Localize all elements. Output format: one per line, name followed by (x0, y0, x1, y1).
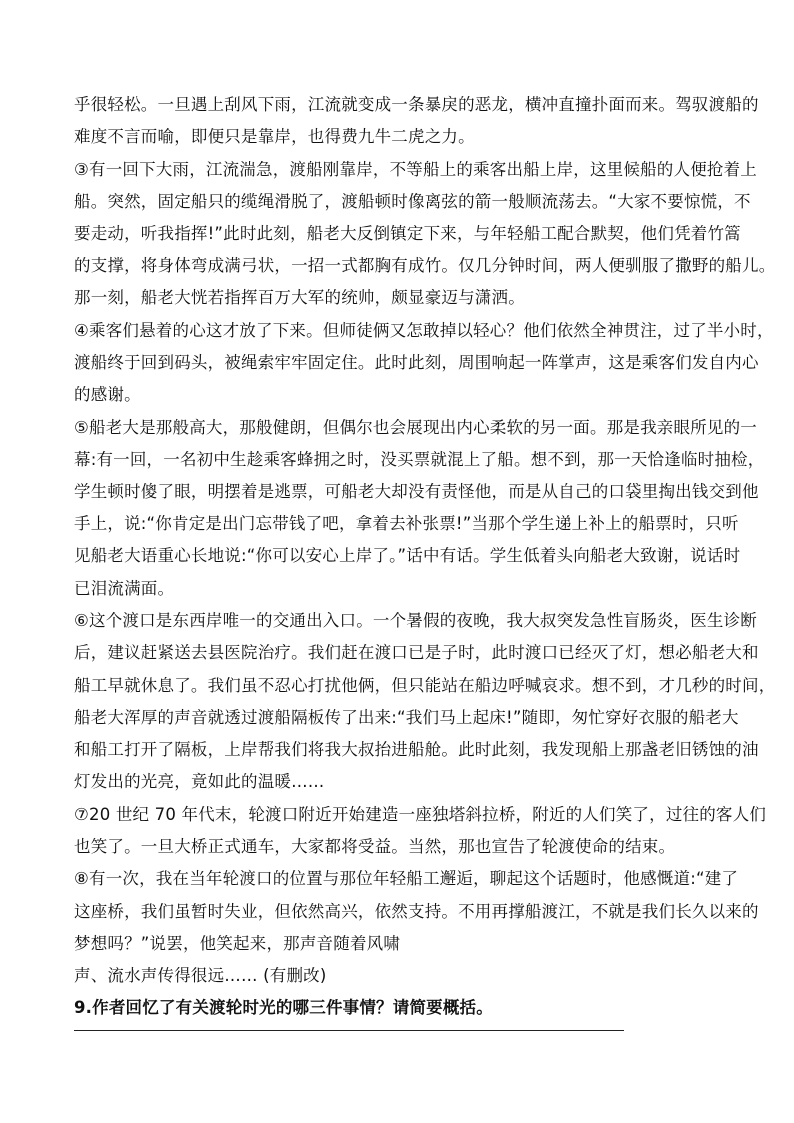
text-line: 手上，说:“你肯定是出门忘带钱了吧，拿着去补张票!”当那个学生递上补上的船票时，只听 (74, 514, 739, 533)
text-line: ⑤船老大是那般高大，那般健朗，但偶尔也会展现出内心柔软的另一面。那是我亲眼所见的一 (74, 418, 757, 437)
text-line: 后，建议赶紧送去县医院治疗。我们赶在渡口已是子时，此时渡口已经灭了灯，想必船老大和 (74, 643, 759, 662)
answer-line[interactable] (74, 1030, 624, 1031)
text-line: 的支撑，将身体弯成满弓状，一招一式都胸有成竹。仅几分钟时间，两人便驯服了撒野的船儿。 (74, 256, 776, 275)
text-line: 灯发出的光亮，竟如此的温暖…… (74, 772, 325, 791)
text-line: 那一刻，船老大恍若指挥百万大军的统帅，颇显豪迈与潇洒。 (74, 288, 525, 307)
text-line: 和船工打开了隔板，上岸帮我们将我大叔抬进船舱。此时此刻，我发现船上那盏老旧锈蚀的油 (74, 740, 759, 759)
text-line: 也笑了。一旦大桥正式通车，大家都将受益。当然，那也宣告了轮渡使命的结束。 (74, 837, 676, 856)
text-line: 难度不言而喻，即便只是靠岸，也得费九牛二虎之力。 (74, 127, 475, 146)
text-line: ④乘客们悬着的心这才放了下来。但师徒俩又怎敢掉以轻心？他们依然全神贯注，过了半小时， (74, 321, 774, 340)
text-line: ⑦20 世纪 70 年代末，轮渡口附近开始建造一座独塔斜拉桥，附近的人们笑了，过往的客人们 (74, 805, 767, 824)
text-line: ⑧有一次，我在当年轮渡口的位置与那位年轻船工邂逅，聊起这个话题时，他感慨道:“建了 (74, 869, 739, 888)
text-line: 见船老大语重心长地说:“你可以安心上岸了。”话中有话。学生低着头向船老大致谢，说话时 (74, 546, 741, 565)
text-line: 学生顿时傻了眼，明摆着是逃票，可船老大却没有责怪他，而是从自己的口袋里掏出钱交到他 (74, 482, 759, 501)
text-line: 船工早就休息了。我们虽不忍心打扰他俩，但只能站在船边呼喊哀求。想不到，才几秒的时间， (74, 676, 776, 695)
text-line: 要走动，听我指挥!”此时此刻，船老大反倒镇定下来，与年轻船工配合默契，他们凭着竹篙 (74, 224, 741, 243)
text-line: 船。突然，固定船只的缆绳滑脱了，渡船顿时像离弦的箭一般顺流荡去。“大家不要惊慌，不 (74, 192, 751, 211)
text-line: 声、流水声传得很远…… (有删改) (74, 966, 327, 985)
text-line: 乎很轻松。一旦遇上刮风下雨，江流就变成一条暴戾的恶龙，横冲直撞扑面而来。驾驭渡船的 (74, 95, 759, 114)
text-line: 船老大浑厚的声音就透过渡船隔板传了出来:“我们马上起床!”随即，匆忙穿好衣服的船老大 (74, 708, 739, 727)
text-line: ③有一回下大雨，江流湍急，渡船刚靠岸，不等船上的乘客出船上岸，这里候船的人便抢着上 (74, 160, 757, 179)
question-9: 9.作者回忆了有关渡轮时光的哪三件事情？请简要概括。 (74, 998, 493, 1017)
text-line: 幕:有一回，一名初中生趁乘客蜂拥之时，没买票就混上了船。想不到，那一天恰逢临时抽检， (74, 450, 765, 469)
text-line: 这座桥，我们虽暂时失业，但依然高兴，依然支持。不用再撑船渡江，不就是我们长久以来的 (74, 902, 759, 921)
text-line: 梦想吗？”说罢，他笑起来，那声音随着风啸 (74, 934, 401, 953)
text-line: 的感谢。 (74, 385, 141, 404)
text-line: 已泪流满面。 (74, 579, 175, 598)
text-line: ⑥这个渡口是东西岸唯一的交通出入口。一个暑假的夜晚，我大叔突发急性盲肠炎，医生诊断 (74, 611, 757, 630)
text-line: 渡船终于回到码头，被绳索牢牢固定住。此时此刻，周围响起一阵掌声，这是乘客们发自内心 (74, 353, 759, 372)
